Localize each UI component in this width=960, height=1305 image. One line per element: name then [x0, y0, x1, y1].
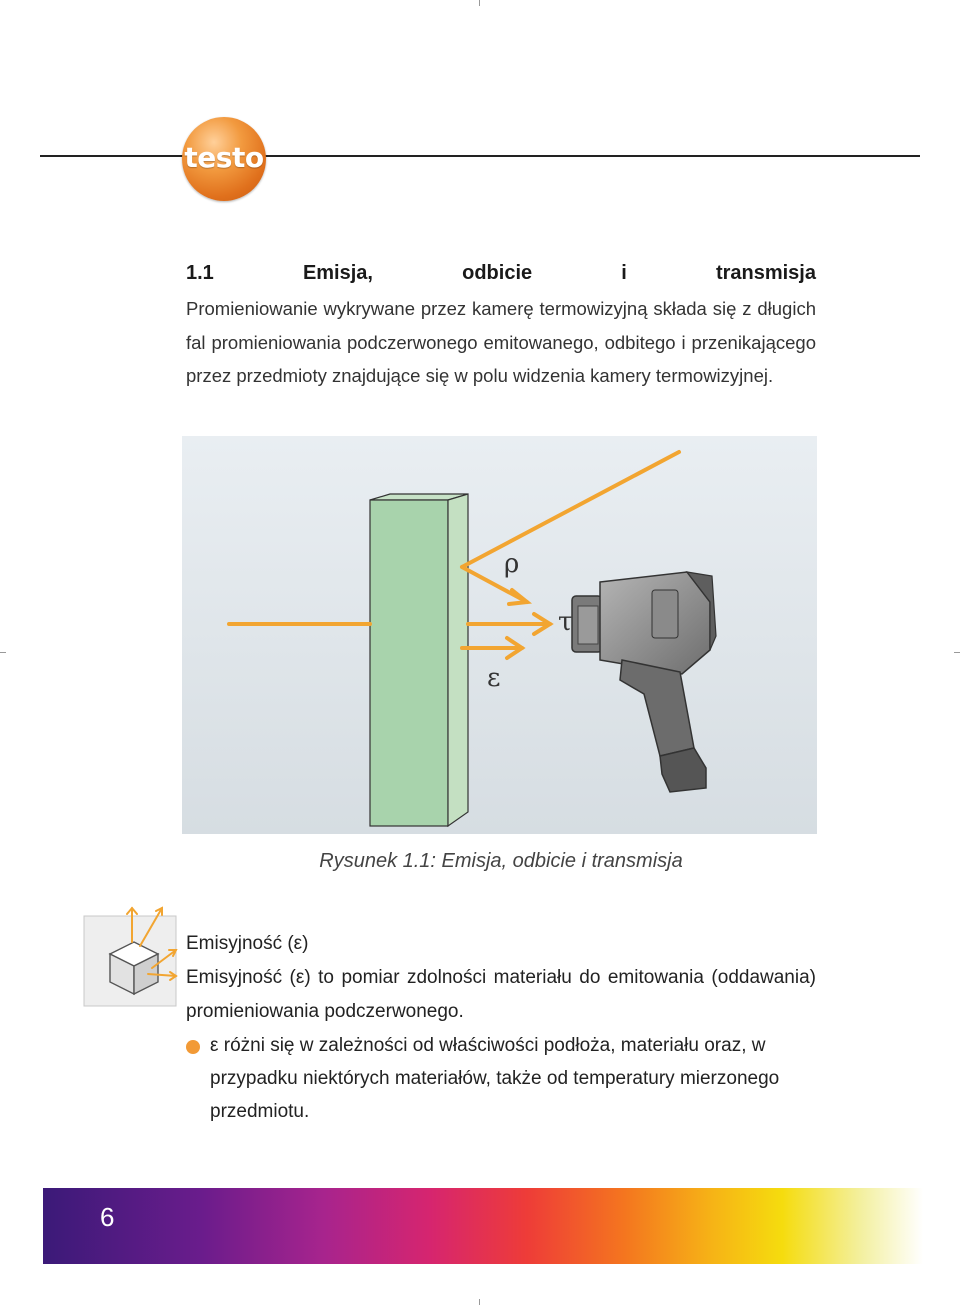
bullet-text: ε różni się w zależności od właściwości podłoża, materiału oraz, w przypadku niektórych materiałów, także od temperatury mierzonego przedmiotu.: [210, 1035, 780, 1122]
bullet-dot-icon: [186, 1040, 200, 1054]
page-number: 6: [100, 1202, 115, 1232]
emissivity-bullet: [186, 1029, 816, 1128]
wall-block: [370, 494, 468, 826]
rho-symbol: ρ: [504, 549, 520, 579]
intro-paragraph: Promieniowanie wykrywane przez kamerę termowizyjną składa się z długich fal promieniowania podczerwonego emitowanego, odbitego i przenikającego przez przedmioty znajdujące się w polu widzenia kamery termowizyjnej.: [186, 298, 816, 386]
crop-mark: [479, 0, 480, 6]
tau-symbol: τ: [558, 607, 573, 637]
heading-word: i: [621, 262, 627, 284]
header-rule: [40, 155, 920, 157]
crop-mark: [0, 652, 6, 653]
emissivity-cube-icon: [82, 902, 178, 1008]
emission-reflection-transmission-figure: [182, 436, 817, 834]
heading-word: transmisja: [715, 262, 816, 284]
testo-logo: [182, 117, 266, 201]
crop-mark: [479, 1299, 480, 1305]
heading-word: odbicie: [462, 262, 533, 284]
figure-background: [182, 436, 817, 834]
figure-caption: Rysunek 1.1: Emisja, odbicie i transmisja: [319, 850, 683, 872]
section-number: 1.1: [186, 262, 214, 284]
emissivity-title: Emisyjność (ε): [186, 933, 309, 954]
emissivity-definition: Emisyjność (ε) to pomiar zdolności materiału do emitowania (oddawania) promieniowania podczerwonego.: [186, 967, 816, 1022]
footer-gradient-bar: [43, 1188, 923, 1264]
crop-mark: [954, 652, 960, 653]
heading-word: Emisja,: [302, 262, 373, 284]
epsilon-symbol: ε: [487, 663, 501, 693]
section-heading: [186, 262, 816, 285]
logo-text: testo: [184, 141, 264, 174]
